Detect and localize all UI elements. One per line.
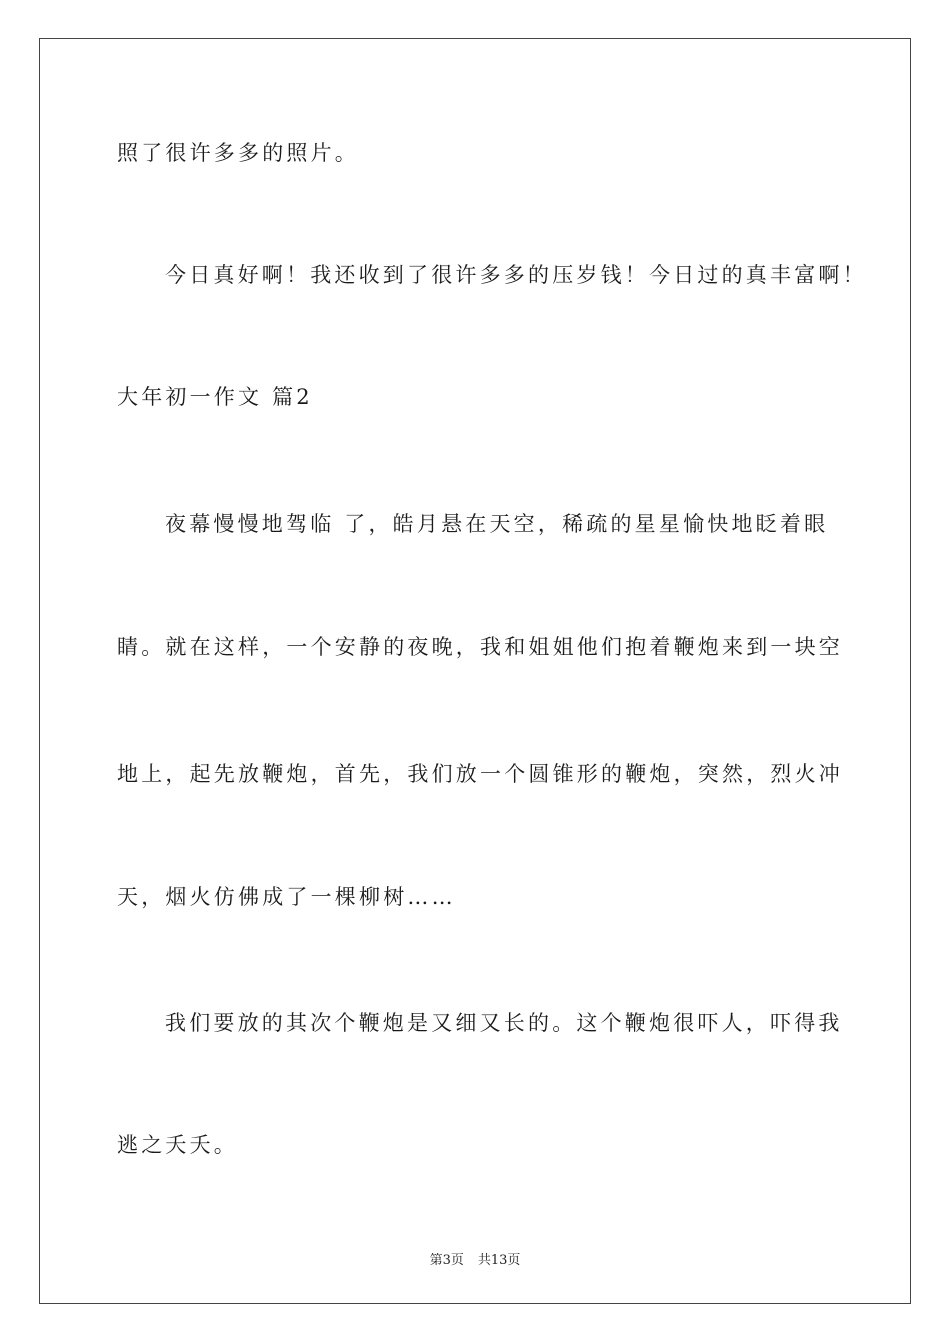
text-line-8: 逃之夭夭。 bbox=[117, 1133, 238, 1157]
page-footer bbox=[0, 1249, 950, 1268]
text-line-4: 睛。就在这样，一个安静的夜晚，我和姐姐他们抱着鞭炮来到一块空 bbox=[117, 635, 843, 659]
text-line-5: 地上，起先放鞭炮，首先，我们放一个圆锥形的鞭炮，突然，烈火冲 bbox=[117, 762, 843, 786]
page-frame bbox=[39, 38, 911, 1304]
text-line-6: 天，烟火仿佛成了一棵柳树…… bbox=[117, 885, 456, 909]
text-line-7: 我们要放的其次个鞭炮是又细又长的。这个鞭炮很吓人，吓得我 bbox=[165, 1011, 843, 1035]
section-heading: 大年初一作文 篇2 bbox=[117, 385, 313, 409]
text-line-2: 今日真好啊！我还收到了很许多多的压岁钱！今日过的真丰富啊！ bbox=[165, 263, 867, 287]
text-line-1: 照了很许多多的照片。 bbox=[117, 141, 359, 165]
page-number: 第3页 bbox=[429, 1253, 464, 1268]
text-line-3: 夜幕慢慢地驾临 了，皓月悬在天空，稀疏的星星愉快地眨着眼 bbox=[165, 512, 829, 536]
page-total: 共13页 bbox=[477, 1253, 521, 1268]
